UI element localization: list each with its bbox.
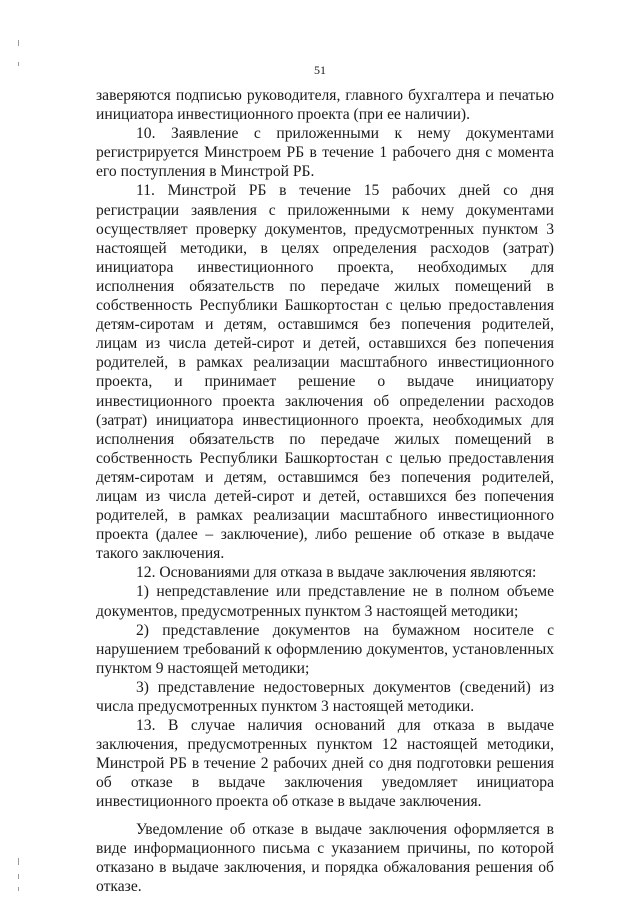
document-body [96, 86, 554, 896]
page-number: 51 [314, 63, 326, 77]
scan-artifact [18, 874, 19, 879]
paragraph-item-13: 13. В случае наличия оснований для отказа в выдаче заключения, предусмотренных пунктом 12 настоящей методики, Минстрой РБ в течение 2 рабочих дней со дня подготовки решения об отказе в выдаче заключения уведомляет инициатора инвестиционного проекта об отказе в выдаче заключения. [96, 717, 554, 811]
paragraph-item-12-3: 3) представление недостоверных документов (сведений) из числа предусмотренных пунктом 3 настоящей методики. [96, 678, 554, 715]
paragraph-item-12-1: 1) непредставление или представление не в полном объеме документов, предусмотренных пунктом 3 настоящей методики; [96, 583, 554, 620]
paragraph-item-12-2: 2) представление документов на бумажном носителе с нарушением требований к оформлению документов, установленных пунктом 9 настоящей методики; [96, 621, 554, 677]
paragraph-continuation: заверяются подписью руководителя, главного бухгалтера и печатью инициатора инвестиционного проекта (при ее наличии). [96, 87, 554, 124]
paragraph-notification: Уведомление об отказе в выдаче заключения оформляется в виде информационного письма с указанием причины, по которой отказано в выдаче заключения, и порядка обжалования решения об отказе. [96, 820, 554, 895]
scan-artifact [18, 887, 19, 891]
paragraph-item-11: 11. Минстрой РБ в течение 15 рабочих дней со дня регистрации заявления с приложенными к нему документами осуществляет проверку документов, предусмотренных пунктом 3 настоящей методики, в целях определения расходов (затрат) инициатора инвестиционного проекта, необходимых для исполнения обязательств по передаче жилых помещений в собственность Республики Башкортостан с целью предоставления детям-сиротам и детям, оставшимся без попечения родителей, лицам из числа детей-сирот и детей, оставшихся без попечения родителей, в рамках реализации масштабного инвестиционного проекта, и принимает решение о выдаче инициатору инвестиционного проекта заключения об определении расходов (затрат) инициатора инвестиционного проекта, необходимых для исполнения обязательств по передаче жилых помещений в собственность Республики Башкортостан с целью предоставления детям-сиротам и детям, оставшимся без попечения родителей, лицам из числа детей-сирот и детей, оставшихся без попечения родителей, в рамках реализации масштабного инвестиционного проекта (далее – заключение), либо решение об отказе в выдаче такого заключения. [96, 182, 554, 563]
scan-artifact [18, 40, 19, 46]
scan-artifact [18, 858, 19, 865]
paragraph-item-12: 12. Основаниями для отказа в выдаче заключения являются: [136, 564, 537, 582]
paragraph-item-10: 10. Заявление с приложенными к нему документами регистрируется Минстроем РБ в течение 1 рабочего дня с момента его поступления в Минстрой РБ. [96, 125, 554, 181]
